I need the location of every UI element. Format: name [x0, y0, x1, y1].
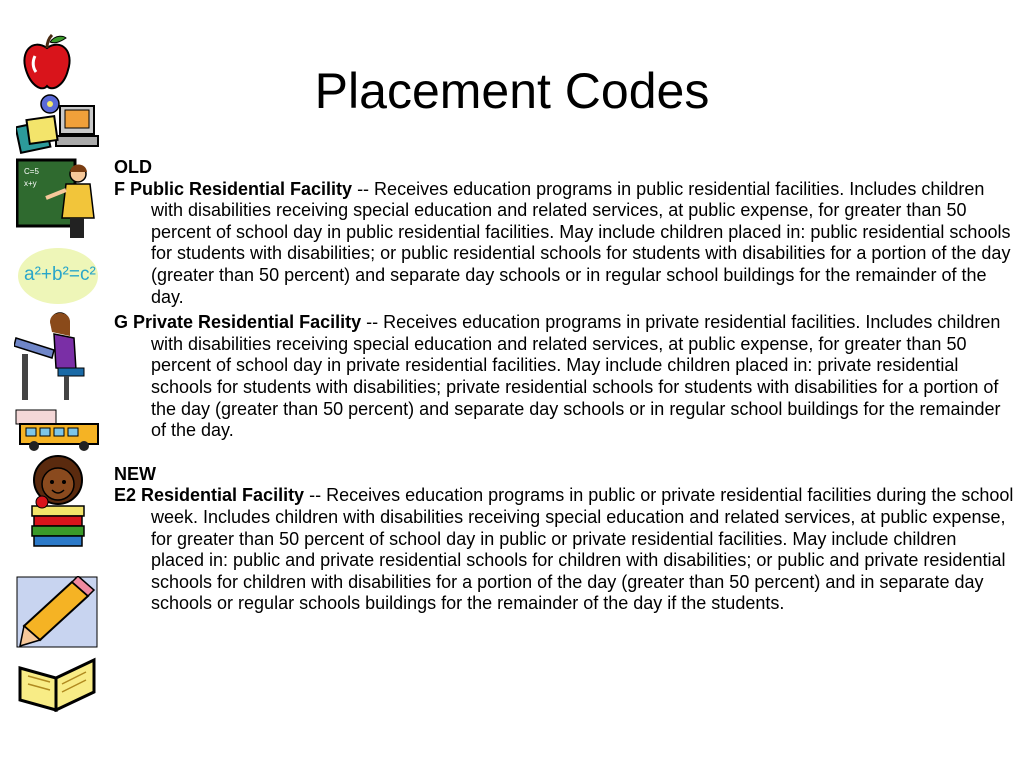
student-desk-icon	[14, 310, 98, 404]
school-bus-icon	[14, 408, 104, 452]
code-entry-f	[114, 179, 1014, 309]
svg-text:C=5: C=5	[24, 167, 39, 176]
slide-body	[114, 157, 1014, 615]
open-book-icon	[16, 654, 98, 712]
books-computer-icon	[16, 94, 100, 154]
code-description: -- Receives education programs in public or private residential facilities during the school week. Includes children with disabilities receiving special education and related services, at public expense, for greater than 50 percent of school day in public or private residential facilities. May include children placed in: public and private residential schools for children with disabilities; or public and private residential schools for children with disabilities for a portion of the day (greater than 50 percent) and in separate day schools or regular schools buildings for the remainder of the day if the students.	[151, 485, 1014, 614]
code-description: -- Receives education programs in private residential facilities. Includes children with disabilities receiving special education and related services, at public expense, for greater than 50 percent of school day in private residential facilities. May include children placed in: private residential schools for students with disabilities; private residential schools for students with disabilities for a portion of the day (greater than 50 percent) and separate day schools or in regular school buildings for the remainder of the day.	[151, 312, 1001, 441]
code-description: -- Receives education programs in public residential facilities. Includes children with disabilities receiving special education and related services, at public expense, for greater than 50 percent of school day in public residential facilities. May include children placed in: public residential schools for students with disabilities; or public residential schools for students with disabilities for a portion of the day (greater than 50 percent) and separate day schools or in regular school buildings for the remainder of the day.	[151, 178, 1011, 307]
new-heading: NEW	[114, 463, 156, 484]
apple-icon	[22, 34, 72, 92]
code-entry-e2	[114, 485, 1014, 615]
old-heading: OLD	[114, 157, 152, 177]
svg-text:x+y: x+y	[24, 179, 37, 188]
code-title: E2 Residential Facility	[114, 485, 305, 506]
clipart-rail	[14, 34, 104, 754]
pencil-icon	[16, 576, 98, 648]
spacer	[114, 442, 1014, 464]
slide-title: Placement Codes	[314, 63, 710, 119]
code-title: F Public Residential Facility	[114, 178, 353, 199]
code-entry-g	[114, 312, 1014, 442]
math-formula-badge: a²+b²=c²	[18, 248, 98, 304]
code-title: G Private Residential Facility	[114, 312, 362, 333]
girl-books-icon	[18, 454, 98, 556]
teacher-chalkboard-icon	[16, 158, 102, 242]
